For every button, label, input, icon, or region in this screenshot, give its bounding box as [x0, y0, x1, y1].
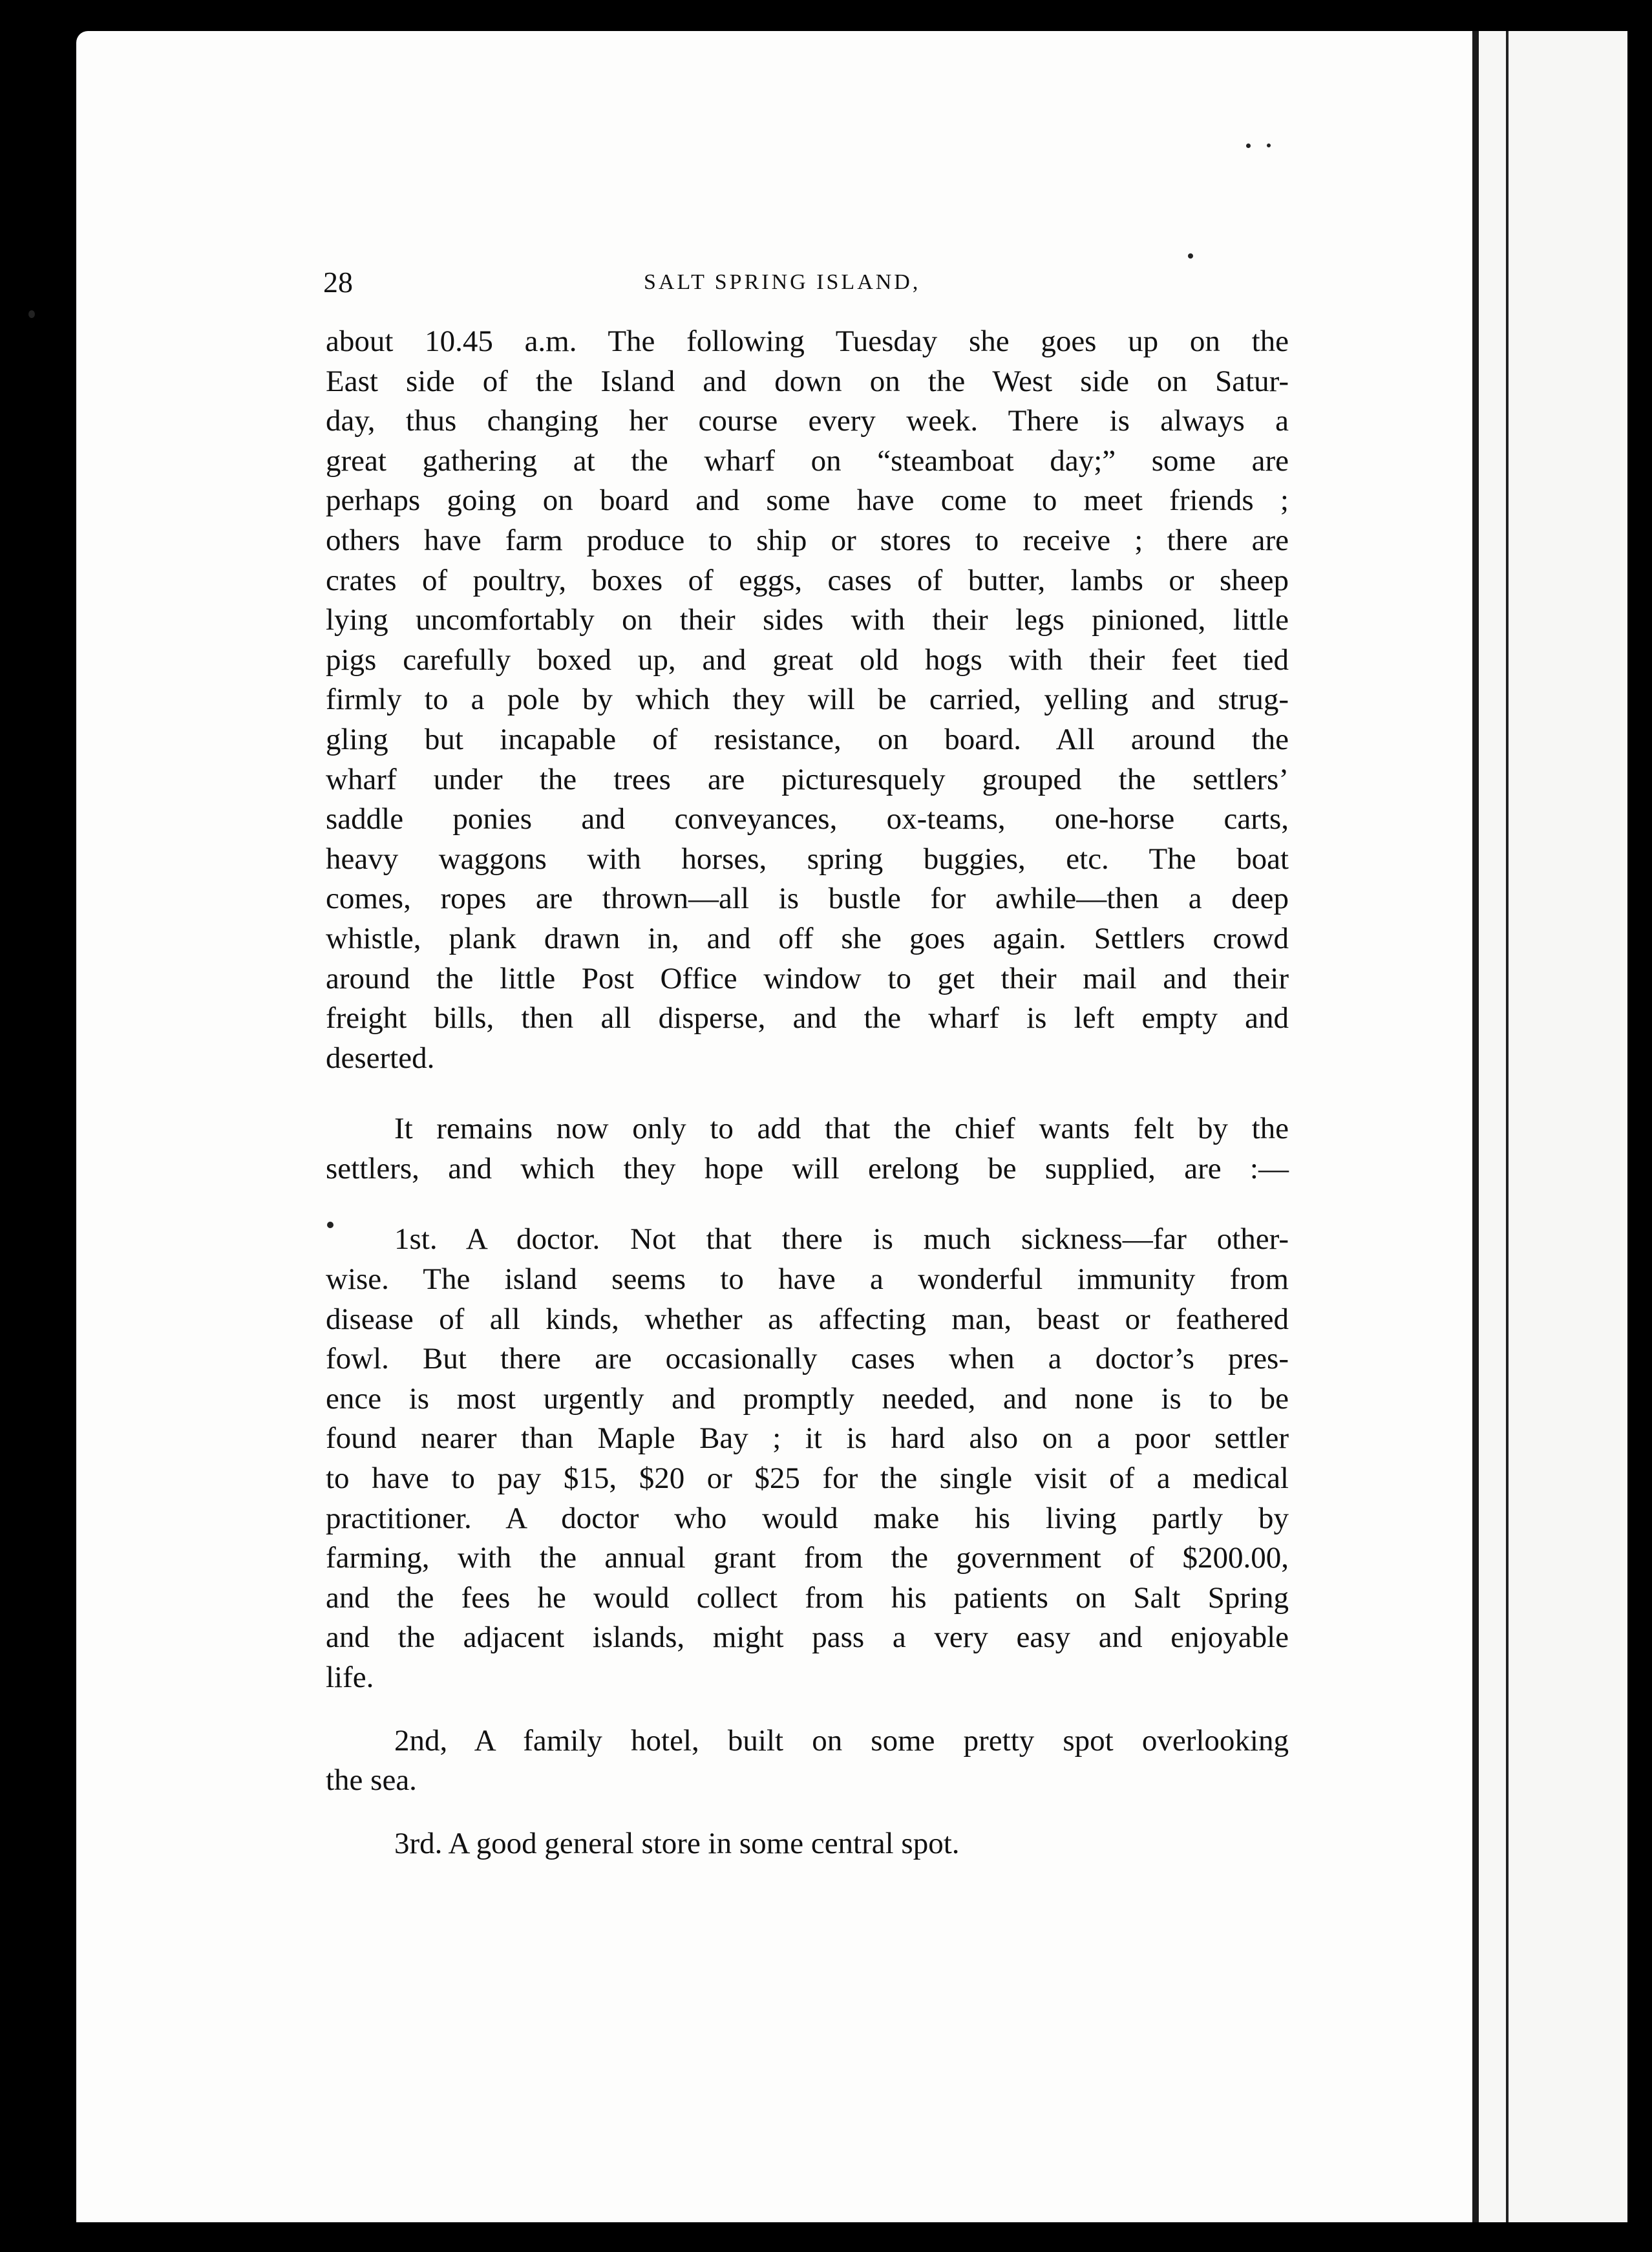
paragraph-spacer — [326, 1189, 1289, 1220]
paragraph-doctor — [326, 1220, 1289, 1697]
text-line: settlers, and which they hope will erelong be supplied, are :— — [326, 1151, 1289, 1185]
text-line: East side of the Island and down on the West side on Satur- — [326, 364, 1289, 398]
paragraph-wants — [326, 1109, 1289, 1189]
text-line: to have to pay $15, $20 or $25 for the single visit of a medical — [326, 1461, 1289, 1496]
text-line: disease of all kinds, whether as affecting man, beast or feathered — [326, 1302, 1289, 1336]
text-line: fowl. But there are occasionally cases when a doctor’s pres- — [326, 1342, 1289, 1376]
facing-page-border — [1506, 31, 1509, 2222]
text-line: lying uncomfortably on their sides with their legs pinioned, little — [326, 603, 1289, 637]
text-line: wharf under the trees are picturesquely grouped the settlers’ — [326, 762, 1289, 796]
paragraph-store — [326, 1824, 1289, 1864]
text-line: crates of poultry, boxes of eggs, cases of butter, lambs or sheep — [326, 563, 1289, 597]
text-line: perhaps going on board and some have come to meet friends ; — [326, 483, 1289, 518]
ink-speck — [1267, 143, 1271, 147]
paragraph-steamboat — [326, 322, 1289, 1078]
text-line: 3rd. A good general store in some central spot. — [394, 1826, 960, 1860]
text-line: 1st. A doctor. Not that there is much sickness—far other- — [394, 1222, 1289, 1257]
text-line: others have farm produce to ship or stores to receive ; there are — [326, 523, 1289, 557]
paragraph-spacer — [326, 1698, 1289, 1721]
text-line: ence is most urgently and promptly needed, and none is to be — [326, 1381, 1289, 1416]
text-line: farming, with the annual grant from the government of $200.00, — [326, 1541, 1289, 1575]
text-line: great gathering at the wharf on “steamboat day;” some are — [326, 443, 1289, 478]
body-text — [326, 322, 1289, 1864]
text-line: heavy waggons with horses, spring buggies, etc. The boat — [326, 842, 1289, 876]
running-head: SALT SPRING ISLAND, — [644, 270, 921, 294]
paragraph-hotel — [326, 1721, 1289, 1801]
text-line: gling but incapable of resistance, on board. All around the — [326, 722, 1289, 756]
text-line: and the fees he would collect from his patients on Salt Spring — [326, 1580, 1289, 1615]
text-line: deserted. — [326, 1041, 435, 1075]
text-line: about 10.45 a.m. The following Tuesday she goes up on the — [326, 324, 1289, 358]
text-line: life. — [326, 1661, 374, 1694]
text-line: found nearer than Maple Bay ; it is hard also on a poor settler — [326, 1421, 1289, 1456]
ink-speck — [1246, 143, 1251, 148]
text-line: wise. The island seems to have a wonderful immunity from — [326, 1262, 1289, 1297]
text-line: It remains now only to add that the chief wants felt by the — [394, 1112, 1289, 1146]
text-line: comes, ropes are thrown—all is bustle for awhile—then a deep — [326, 882, 1289, 916]
text-line: practitioner. A doctor who would make his living partly by — [326, 1501, 1289, 1535]
text-line: firmly to a pole by which they will be carried, yelling and strug- — [326, 683, 1289, 717]
facing-page-edge — [1479, 31, 1627, 2222]
text-line: the sea. — [326, 1763, 417, 1798]
text-line: saddle ponies and conveyances, ox-teams, one-horse carts, — [326, 802, 1289, 836]
page-number: 28 — [323, 266, 353, 299]
text-line: pigs carefully boxed up, and great old hogs with their feet tied — [326, 643, 1289, 677]
bleed-through-text — [246, 2009, 860, 2087]
ink-speck — [28, 310, 35, 318]
paragraph-spacer — [326, 1078, 1289, 1109]
text-line: 2nd, A family hotel, built on some pretty spot overlooking — [394, 1723, 1289, 1758]
page-gutter-shadow — [1472, 31, 1479, 2222]
paragraph-spacer — [326, 1801, 1289, 1824]
ink-speck — [1188, 253, 1193, 259]
text-line: around the little Post Office window to get their mail and their — [326, 961, 1289, 995]
text-line: day, thus changing her course every week. There is always a — [326, 404, 1289, 438]
text-line: freight bills, then all disperse, and the wharf is left empty and — [326, 1001, 1289, 1036]
text-line: whistle, plank drawn in, and off she goes again. Settlers crowd — [326, 921, 1289, 955]
page-header — [323, 265, 1293, 304]
text-line: and the adjacent islands, might pass a very easy and enjoyable — [326, 1620, 1289, 1655]
